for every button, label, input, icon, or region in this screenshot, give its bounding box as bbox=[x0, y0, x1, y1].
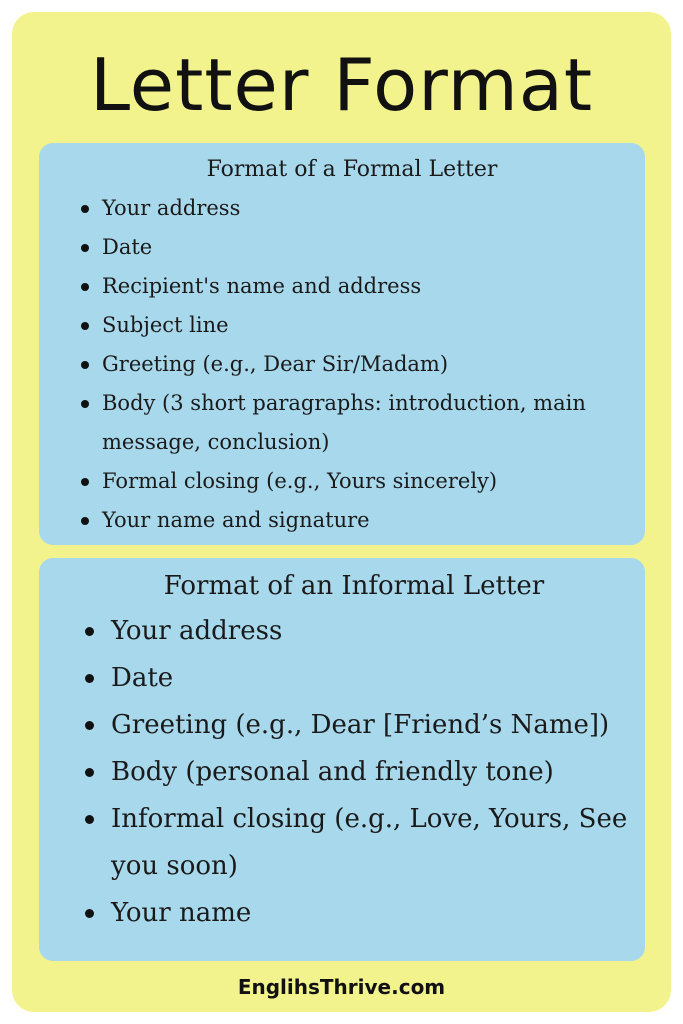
bullet-icon bbox=[81, 244, 89, 252]
formal-letter-panel bbox=[39, 143, 645, 545]
formal-letter-list bbox=[39, 189, 645, 540]
list-item: Date bbox=[39, 655, 645, 702]
page-title: Letter Format bbox=[89, 43, 594, 127]
bullet-icon bbox=[81, 361, 89, 369]
list-item: Your address bbox=[39, 189, 645, 228]
list-item: Body (personal and friendly tone) bbox=[39, 749, 645, 796]
formal-letter-heading: Format of a Formal Letter bbox=[206, 157, 498, 182]
bullet-icon bbox=[81, 205, 89, 213]
list-item: Date bbox=[39, 228, 645, 267]
list-item: Subject line bbox=[39, 306, 645, 345]
bullet-icon bbox=[85, 768, 94, 777]
list-item: Greeting (e.g., Dear Sir/Madam) bbox=[39, 345, 645, 384]
list-item: Informal closing (e.g., Love, Yours, See you soon) bbox=[39, 796, 645, 890]
list-item: Greeting (e.g., Dear [Friend’s Name]) bbox=[39, 702, 645, 749]
list-item: Formal closing (e.g., Yours sincerely) bbox=[39, 462, 645, 501]
bullet-icon bbox=[81, 283, 89, 291]
list-item: Body (3 short paragraphs: introduction, main message, conclusion) bbox=[39, 384, 645, 462]
bullet-icon bbox=[85, 721, 94, 730]
footer-website: EnglihsThrive.com bbox=[237, 975, 446, 999]
list-item: Your name bbox=[39, 890, 645, 937]
bullet-icon bbox=[81, 517, 89, 525]
bullet-icon bbox=[85, 674, 94, 683]
bullet-icon bbox=[85, 815, 94, 824]
list-item: Your address bbox=[39, 608, 645, 655]
bullet-icon bbox=[81, 322, 89, 330]
list-item: Your name and signature bbox=[39, 501, 645, 540]
bullet-icon bbox=[85, 627, 94, 636]
list-item: Recipient's name and address bbox=[39, 267, 645, 306]
informal-letter-panel bbox=[39, 558, 645, 961]
bullet-icon bbox=[85, 909, 94, 918]
informal-letter-list bbox=[39, 608, 645, 937]
bullet-icon bbox=[81, 400, 89, 408]
informal-letter-heading: Format of an Informal Letter bbox=[163, 571, 545, 601]
bullet-icon bbox=[81, 478, 89, 486]
